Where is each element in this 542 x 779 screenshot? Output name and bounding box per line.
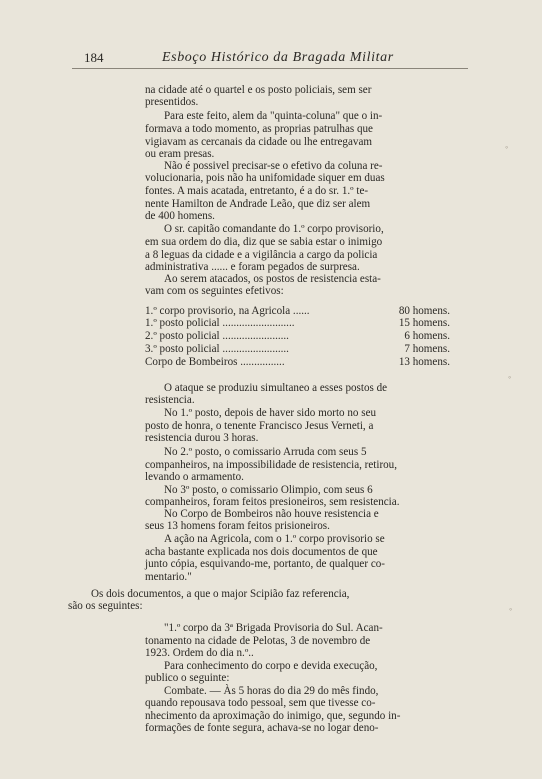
text-line: 1923. Ordem do dia n.º.. xyxy=(145,647,254,659)
row-label: 3.º posto policial ........................ xyxy=(145,343,289,355)
paper-speck: ◦ xyxy=(508,372,512,382)
text-line: Combate. — Às 5 horas do dia 29 do mês findo, xyxy=(164,685,379,697)
running-title: Esboço Histórico da Bragada Militar xyxy=(162,50,394,65)
text-line: acha bastante explicada nos dois documentos de que xyxy=(145,546,378,558)
text-line: na cidade até o quartel e os posto policiais, sem ser xyxy=(145,84,372,96)
paper-speck: ◦ xyxy=(509,604,513,614)
text-line: formações de fonte segura, achava-se no logar deno- xyxy=(145,722,379,734)
text-line: ou eram presas. xyxy=(145,148,215,160)
row-value: 15 homens. xyxy=(398,317,450,329)
paper-speck: ◦ xyxy=(505,142,509,152)
row-value: 6 homens. xyxy=(404,330,450,342)
text-line: resistencia durou 3 horas. xyxy=(145,432,259,444)
text-line: nhecimento da aproximação do inimigo, que, segundo in- xyxy=(145,710,401,722)
text-line: Para conhecimento do corpo e devida execução, xyxy=(164,660,378,672)
page-number: 184 xyxy=(84,50,104,65)
text-line: nente Hamilton de Andrade Leão, que diz ser alem xyxy=(145,198,371,210)
text-line: No 1.º posto, depois de haver sido morto no seu xyxy=(164,407,377,419)
text-line: em sua ordem do dia, diz que se sabia estar o inimigo xyxy=(145,236,383,248)
text-line: presentidos. xyxy=(145,96,199,108)
text-line: quando repousava todo pessoal, sem que tivesse co- xyxy=(145,697,376,709)
text-line: Ao serem atacados, os postos de resistencia esta- xyxy=(164,273,381,285)
text-line: Para este feito, alem da "quinta-coluna" que o in- xyxy=(164,110,383,122)
row-label: 1.º corpo provisorio, na Agricola ...... xyxy=(145,305,310,317)
text-line: seus 13 homens foram feitos prisioneiros. xyxy=(145,520,330,532)
text-line: administrativa ...... e foram pegados de surpresa. xyxy=(145,261,360,273)
text-line: mentario." xyxy=(145,571,192,583)
text-line: "1.º corpo da 3ª Brigada Provisoria do Sul. Acan- xyxy=(164,622,383,634)
text-line: Não é possivel precisar-se o efetivo da coluna re- xyxy=(164,160,383,172)
text-line: resistencia. xyxy=(145,394,195,406)
row-value: 13 homens. xyxy=(398,356,450,368)
text-line: A ação na Agricola, com o 1.º corpo provisorio se xyxy=(164,533,385,545)
text-line: vam com os seguintes efetivos: xyxy=(145,285,284,297)
text-line: tonamento na cidade de Pelotas, 3 de novembro de xyxy=(145,635,371,647)
row-value: 80 homens. xyxy=(398,305,450,317)
page-header xyxy=(72,50,468,69)
text-line: posto de honra, o tenente Francisco Jesus Verneti, a xyxy=(145,420,374,432)
text-line: companheiros, na impossibilidade de resistencia, retirou, xyxy=(145,459,398,471)
text-line: fontes. A mais acatada, entretanto, é a do sr. 1.º te- xyxy=(145,185,369,197)
text-line: O sr. capitão comandante do 1.º corpo provisorio, xyxy=(164,223,384,235)
row-label: 1.º posto policial .......................... xyxy=(145,317,295,329)
text-line: publico o seguinte: xyxy=(145,672,230,684)
row-value: 7 homens. xyxy=(404,343,450,355)
text-line: vigiavam as cercanais da cidade ou lhe entregavam xyxy=(145,136,373,148)
text-line: No 2.º posto, o comissario Arruda com seus 5 xyxy=(164,446,367,458)
text-line: volucionaria, pois não ha unifomidade siquer em duas xyxy=(145,172,385,184)
text-line: formava a todo momento, as proprias patrulhas que xyxy=(145,123,373,135)
text-line: No 3º posto, o comissario Olimpio, com seus 6 xyxy=(164,484,373,496)
text-line: Os dois documentos, a que o major Scipião faz referencia, xyxy=(91,588,350,600)
text-line: companheiros, foram feitos presioneiros, sem resistencia. xyxy=(145,496,400,508)
text-line: a 8 leguas da cidade e a vigilância a cargo da policia xyxy=(145,249,378,261)
text-line: O ataque se produziu simultaneo a esses postos de xyxy=(164,382,388,394)
text-line: são os seguintes: xyxy=(68,600,143,612)
row-label: Corpo de Bombeiros ................ xyxy=(145,356,285,368)
text-line: levando o armamento. xyxy=(145,471,244,483)
row-label: 2.º posto policial ........................ xyxy=(145,330,289,342)
text-line: No Corpo de Bombeiros não houve resistencia e xyxy=(164,508,379,520)
text-line: de 400 homens. xyxy=(145,210,215,222)
text-line: junto cópia, esquivando-me, portanto, de qualquer co- xyxy=(145,558,385,570)
